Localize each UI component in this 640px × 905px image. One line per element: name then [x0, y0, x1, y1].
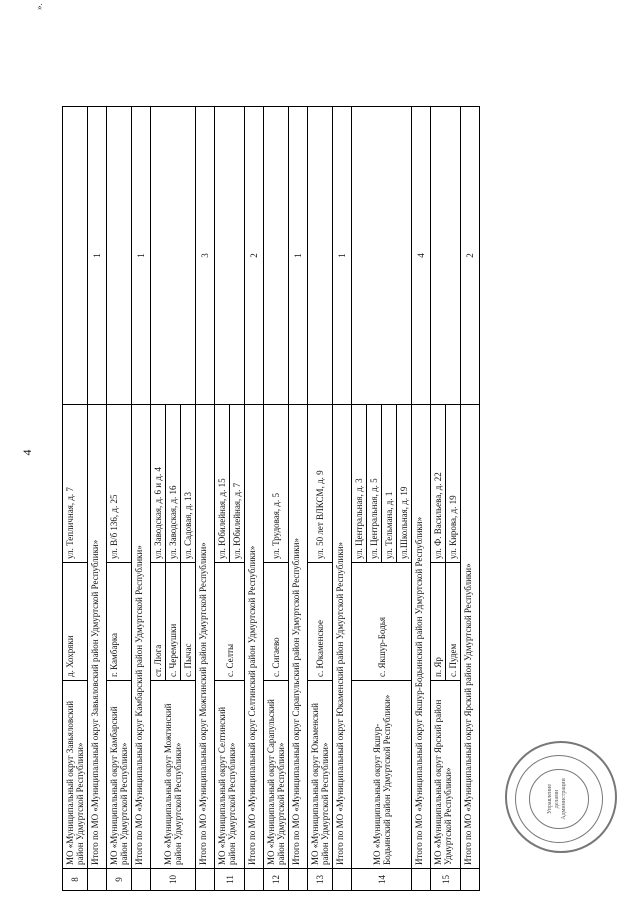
- address-cell: ул. Центральная, д. 5: [367, 405, 382, 563]
- empty-cell: [352, 107, 412, 405]
- total-count: 2: [245, 107, 264, 405]
- mo-cell: МО «Муниципальный округ Сарапульский район Удмуртской Республики»: [264, 681, 289, 869]
- address-cell: ул. Тепличная, д. 7: [63, 405, 88, 563]
- address-cell: ул. 50 лет ВЛКСМ, д. 9: [308, 405, 333, 563]
- empty-cell: [151, 107, 196, 405]
- address-cell: ул. Юбилейная, д. 7: [230, 405, 245, 563]
- address-cell: ул. Тельмана, д. 1: [382, 405, 397, 563]
- total-count: 1: [289, 107, 308, 405]
- table-row: [151, 107, 166, 891]
- total-label: Итого по МО «Муниципальный округ Можгинский район Удмуртской Республики»: [196, 405, 215, 869]
- empty-cell: [289, 869, 308, 891]
- total-label: Итого по МО «Муниципальный округ Завьяловский район Удмуртской Республики»: [88, 405, 107, 869]
- settlement-cell: п. Яр: [431, 563, 446, 681]
- total-count: 4: [412, 107, 431, 405]
- address-cell: ул. Юбилейная, д. 15: [215, 405, 230, 563]
- total-row: [132, 107, 151, 891]
- total-count: 2: [461, 107, 480, 405]
- settlement-cell: с. Якшур-Бодья: [352, 563, 412, 681]
- total-row: [412, 107, 431, 891]
- row-number: 10: [151, 869, 196, 891]
- empty-cell: [333, 869, 352, 891]
- total-count: 3: [196, 107, 215, 405]
- empty-cell: [264, 107, 289, 405]
- corner-mark: ».: [34, 3, 44, 10]
- empty-cell: [196, 869, 215, 891]
- total-count: 1: [132, 107, 151, 405]
- row-number: 14: [352, 869, 412, 891]
- address-cell: ул. Центральная, д. 3: [352, 405, 367, 563]
- address-cell: ул. Заводская, д. 6 и д. 4: [151, 405, 166, 563]
- mo-cell: МО «Муниципальный округ Юкаменский район Удмуртской Республики»: [308, 681, 333, 869]
- mo-cell: МО «Муниципальный округ Якшур-Бодьинский район Удмуртской Республики»: [352, 681, 412, 869]
- row-number: 9: [107, 869, 132, 891]
- row-number: 15: [431, 869, 461, 891]
- total-row: [88, 107, 107, 891]
- empty-cell: [132, 869, 151, 891]
- table-row: [264, 107, 289, 891]
- mo-cell: МО «Муниципальный округ Камбарский район Удмуртской Республики»: [107, 681, 132, 869]
- address-cell: ул.Школьная, д. 19: [397, 405, 412, 563]
- empty-cell: [107, 107, 132, 405]
- total-label: Итого по МО «Муниципальный округ Камбарский район Удмуртской Республики»: [132, 405, 151, 869]
- empty-cell: [431, 107, 461, 405]
- settlement-cell: с. Черемушки: [166, 563, 181, 681]
- settlement-cell: ст. Люга: [151, 563, 166, 681]
- mo-cell: МО «Муниципальный округ Селтинский район Удмуртской Республики»: [215, 681, 245, 869]
- address-cell: ул. Ф. Васильева, д. 22: [431, 405, 446, 563]
- official-seal: [505, 743, 615, 853]
- mo-cell: МО «Муниципальный округ Завьяловский район Удмуртской Республики»: [63, 681, 88, 869]
- settlement-cell: г. Камбарка: [107, 563, 132, 681]
- empty-cell: [245, 869, 264, 891]
- empty-cell: [308, 107, 333, 405]
- empty-cell: [63, 107, 88, 405]
- address-cell: ул. Садовая, д. 13: [181, 405, 196, 563]
- seal-text: Управление делами Администрации: [547, 778, 567, 820]
- settlement-cell: с. Пычас: [181, 563, 196, 681]
- total-label: Итого по МО «Муниципальный округ Сарапульский район Удмуртской Республики»: [289, 405, 308, 869]
- address-cell: ул. Кирова, д. 19: [446, 405, 461, 563]
- empty-cell: [412, 869, 431, 891]
- table-row: [308, 107, 333, 891]
- housing-table: [62, 106, 480, 891]
- table-row: [352, 107, 367, 891]
- total-row: [289, 107, 308, 891]
- address-cell: ул. Заводская, д. 16: [166, 405, 181, 563]
- settlement-cell: с. Селты: [215, 563, 245, 681]
- total-row: [245, 107, 264, 891]
- settlement-cell: с. Сигаево: [264, 563, 289, 681]
- total-label: Итого по МО «Муниципальный округ Якшур-Бодьинский район Удмуртской Республики»: [412, 405, 431, 869]
- address-cell: ул. В/б 136, д. 25: [107, 405, 132, 563]
- total-label: Итого по МО «Муниципальный округ Ярский район Удмуртской Республики»: [461, 405, 480, 869]
- settlement-cell: с. Пудем: [446, 563, 461, 681]
- total-row: [196, 107, 215, 891]
- mo-cell: МО «Муниципальный округ Можгинский район Удмуртской Республики»: [151, 681, 196, 869]
- table-row: [431, 107, 446, 891]
- mo-cell: МО «Муниципальный округ Ярский район Удмуртской Республики»: [431, 681, 461, 869]
- total-label: Итого по МО «Муниципальный округ Селтинский район Удмуртской Республики»: [245, 405, 264, 869]
- table-row: [215, 107, 230, 891]
- total-count: 1: [333, 107, 352, 405]
- settlement-cell: с. Юкаменское: [308, 563, 333, 681]
- page-number: 4: [20, 449, 34, 456]
- row-number: 12: [264, 869, 289, 891]
- total-row: [333, 107, 352, 891]
- total-count: 1: [88, 107, 107, 405]
- table-row: [107, 107, 132, 891]
- empty-cell: [88, 869, 107, 891]
- empty-cell: [461, 869, 480, 891]
- address-cell: ул. Трудовая, д. 5: [264, 405, 289, 563]
- row-number: 11: [215, 869, 245, 891]
- total-label: Итого по МО «Муниципальный округ Юкаменский район Удмуртской Республики»: [333, 405, 352, 869]
- table-row: [63, 107, 88, 891]
- row-number: 8: [63, 869, 88, 891]
- row-number: 13: [308, 869, 333, 891]
- settlement-cell: д. Хохряки: [63, 563, 88, 681]
- empty-cell: [215, 107, 245, 405]
- total-row: [461, 107, 480, 891]
